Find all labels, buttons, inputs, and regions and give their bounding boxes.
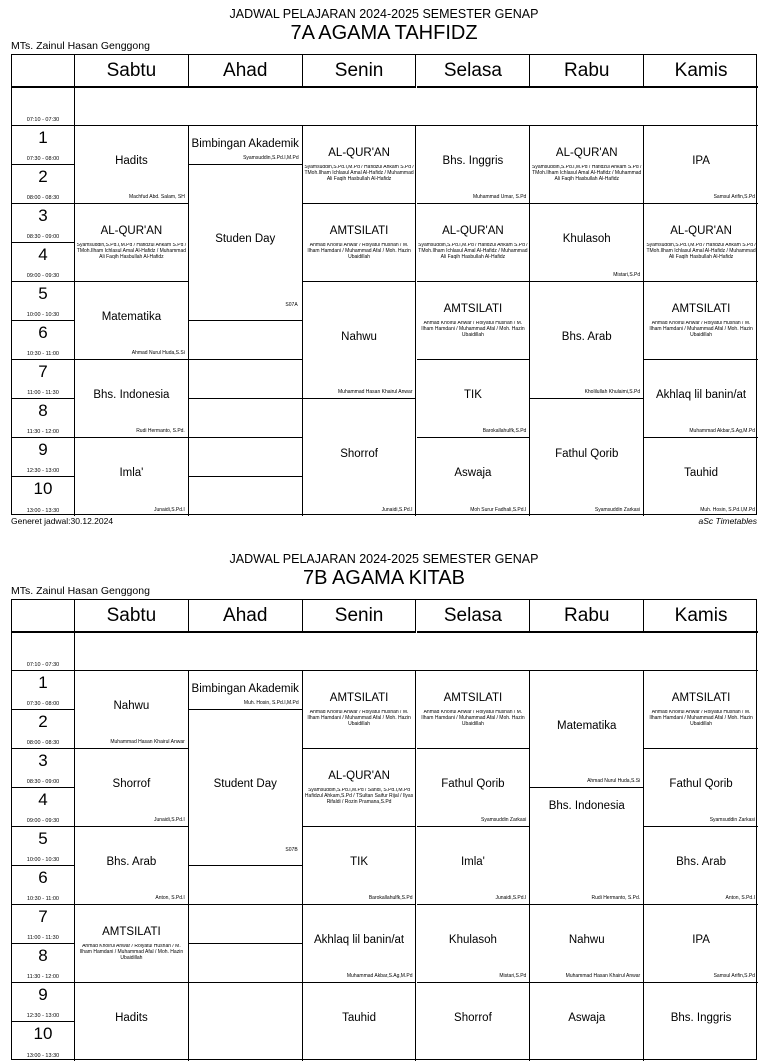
day-header-senin: Senin	[303, 55, 417, 88]
empty-slot	[189, 905, 303, 944]
period-cell	[12, 710, 75, 749]
lesson-teacher: Barokallahulfk,S.Pd	[368, 894, 413, 901]
lesson-teacher: Anton, S.Pd.I	[155, 894, 185, 901]
lesson-subject: Bhs. Inggris	[442, 155, 504, 167]
lesson-teacher: Muh. Hosin, S.Pd.I,M.Pd	[243, 700, 299, 706]
lesson-cell	[417, 204, 531, 282]
period-time: 10:00 - 10:30	[26, 857, 60, 863]
period-time: 12:30 - 13:00	[26, 468, 60, 474]
lesson-room: S07B	[285, 846, 298, 853]
period-time: 10:00 - 10:30	[26, 312, 60, 318]
lesson-cell	[189, 671, 303, 710]
lesson-teacher: Rudi Hermanto, S.Pd.	[136, 427, 185, 434]
lesson-subject: Akhlaq lil banin/at	[313, 934, 405, 946]
period-number: 9	[38, 985, 48, 1004]
lesson-subject: Fathul Qorib	[441, 778, 505, 790]
lesson-teacher: Samsul Arifin,S.Pd	[713, 193, 755, 200]
lesson-cell	[303, 399, 417, 516]
lesson-subject: AL-QUR'AN	[328, 147, 390, 159]
period-number: 6	[38, 868, 48, 887]
lesson-cell	[75, 827, 189, 905]
lesson-cell	[417, 905, 531, 983]
lesson-subject: Fathul Qorib	[669, 778, 733, 790]
lesson-cell	[417, 282, 531, 360]
lesson-cell	[417, 438, 531, 516]
lesson-cell	[644, 204, 758, 282]
day-header-sabtu: Sabtu	[75, 600, 189, 633]
school-name: MTs. Zainul Hasan Genggong	[11, 585, 150, 597]
period-time: 07:30 - 08:00	[26, 701, 60, 707]
generated-date: Generet jadwal:30.12.2024	[11, 516, 114, 526]
period-time: 07:10 - 07:30	[26, 117, 60, 123]
period-number: 10	[33, 1024, 53, 1043]
empty-slot	[75, 633, 758, 671]
lesson-teacher: Machfud Abd. Salam, SH	[128, 193, 185, 200]
period-cell	[12, 204, 75, 243]
period-time: 08:30 - 09:00	[26, 234, 60, 240]
period-number: 2	[38, 712, 48, 731]
empty-slot	[189, 438, 303, 477]
lesson-teacher: Junaidi,S.Pd.I	[381, 506, 413, 513]
empty-slot	[189, 399, 303, 438]
period-time: 09:00 - 09:30	[26, 818, 60, 824]
lesson-cell	[644, 671, 758, 749]
period-cell	[12, 866, 75, 905]
lesson-cell	[75, 204, 189, 282]
period-number: 6	[38, 323, 48, 342]
lesson-teacher: Junaidi,S.Pd.I	[153, 816, 185, 823]
lesson-subject: TIK	[463, 389, 482, 401]
lesson-cell	[303, 749, 417, 827]
period-number: 5	[38, 829, 48, 848]
period-time: 13:00 - 13:30	[26, 1053, 60, 1059]
period-cell	[12, 360, 75, 399]
lesson-teacher: Muhammad Akbar,S.Ag,M.Pd	[689, 427, 755, 434]
period-time: 11:00 - 11:30	[27, 390, 59, 396]
lesson-subject: AMTSILATI	[443, 692, 503, 704]
lesson-teacher: Ahmad Khoirul Anwar / Roiyatul Husnan / M. Ilham Hamdani / Muhammad Afal / Moh. Hazin Ubaidillah	[307, 710, 411, 727]
period-number: 3	[38, 206, 48, 225]
lesson-subject: Bhs. Arab	[561, 330, 612, 343]
lesson-cell	[303, 282, 417, 399]
lesson-cell	[530, 126, 644, 204]
lesson-subject: Bhs. Indonesia	[548, 800, 625, 812]
software-credit: aSc Timetables	[698, 516, 757, 526]
lesson-cell	[75, 438, 189, 516]
lesson-cell	[189, 165, 303, 321]
day-header-rabu: Rabu	[530, 55, 644, 88]
lesson-subject: Shorrof	[454, 1012, 492, 1024]
lesson-teacher: Syamsuddin,S.Pd.I,M.Pd	[243, 155, 299, 161]
period-number: 7	[38, 362, 48, 381]
lesson-cell	[303, 983, 417, 1061]
period-number: 1	[38, 673, 48, 692]
day-header-selasa: Selasa	[417, 600, 531, 633]
lesson-cell	[417, 983, 531, 1061]
period-number: 5	[38, 284, 48, 303]
lesson-cell	[644, 905, 758, 983]
period-number: 8	[38, 946, 48, 965]
lesson-subject: Khulasoh	[562, 233, 611, 245]
period-time: 13:00 - 13:30	[26, 508, 60, 514]
lesson-cell	[303, 204, 417, 282]
lesson-teacher: Barokallahulfk,S.Pd	[482, 427, 527, 434]
period-time: 08:00 - 08:30	[26, 195, 60, 201]
lesson-teacher: Ahmad Nurul Huda,S.Si	[587, 777, 641, 784]
lesson-teacher: Anton, S.Pd.I	[725, 894, 755, 901]
lesson-subject: Khulasoh	[448, 934, 497, 946]
lesson-subject: Imla'	[460, 856, 485, 868]
lesson-cell	[75, 905, 189, 983]
lesson-teacher: Ahmad Khoirul Anwar / Roiyatul Husnan / M. Ilham Hamdani / Muhammad Afal / Moh. Hazin Ubaidillah	[307, 243, 411, 260]
class-title: 7A AGAMA TAHFIDZ	[290, 22, 478, 44]
period-time: 08:00 - 08:30	[26, 740, 60, 746]
period-cell	[12, 88, 75, 126]
day-header-ahad: Ahad	[189, 600, 303, 633]
lesson-teacher: Syamsuddin,S.Pd.I,M.Pd / Hafidzul Ahkam S.Pd / TMoh.Ilham Ichlasul Amal Al-Hafidz / Muhammad Ali Faqih Hasbullah Al-Hafidz	[646, 243, 756, 260]
lesson-subject: Fathul Qorib	[555, 447, 619, 460]
lesson-teacher: Samsul Arifin,S.Pd	[713, 972, 755, 979]
lesson-teacher: Junaidi,S.Pd.I	[495, 894, 527, 901]
lesson-cell	[644, 983, 758, 1061]
header-corner	[12, 55, 75, 88]
lesson-subject: Shorrof	[112, 778, 151, 790]
lesson-subject: Imla'	[119, 467, 144, 479]
period-cell	[12, 126, 75, 165]
lesson-subject: Matematika	[557, 719, 617, 732]
lesson-cell	[189, 126, 303, 165]
lesson-teacher: Rudi Hermanto, S.Pd.	[591, 894, 641, 901]
lesson-teacher: Muhammad Hasan Khairul Anwar	[110, 738, 185, 745]
header-corner	[12, 600, 75, 633]
period-time: 10:30 - 11:00	[26, 896, 59, 902]
lesson-subject: Matematika	[101, 311, 162, 323]
lesson-subject: Bimbingan Akademik	[191, 138, 299, 150]
lesson-cell	[417, 671, 531, 749]
lesson-subject: AMTSILATI	[102, 926, 161, 938]
period-cell	[12, 321, 75, 360]
day-header-senin: Senin	[303, 600, 417, 633]
lesson-teacher: Muhammad Hasan Khairul Anwar	[565, 972, 641, 979]
lesson-subject: AL-QUR'AN	[100, 225, 163, 237]
lesson-cell	[417, 827, 531, 905]
lesson-cell	[189, 710, 303, 866]
period-number: 4	[38, 790, 48, 809]
period-cell	[12, 165, 75, 204]
lesson-subject: AMTSILATI	[443, 303, 503, 315]
lesson-cell	[303, 905, 417, 983]
period-cell	[12, 788, 75, 827]
lesson-subject: Hadits	[115, 1012, 148, 1024]
lesson-cell	[644, 438, 758, 516]
empty-slot	[189, 866, 303, 905]
lesson-subject: Studen Day	[215, 233, 276, 245]
empty-slot	[189, 321, 303, 360]
lesson-teacher: Ahmad Khoirul Anwar / Roiyatul Husnan / M. Ilham Hamdani / Muhammad Afal / Moh. Hazin Ubaidillah	[79, 944, 184, 961]
lesson-cell	[303, 671, 417, 749]
timetable-grid	[11, 599, 757, 1060]
lesson-subject: Bimbingan Akademik	[191, 683, 299, 695]
lesson-teacher: Mistari,S.Pd	[499, 972, 527, 979]
lesson-cell	[530, 204, 644, 282]
day-header-kamis: Kamis	[644, 55, 758, 88]
lesson-cell	[530, 282, 644, 399]
period-time: 09:00 - 09:30	[26, 273, 60, 279]
period-number: 10	[33, 479, 53, 498]
lesson-subject: Bhs. Inggris	[670, 1012, 732, 1024]
period-number: 8	[38, 401, 48, 420]
lesson-teacher: Muhammad Akbar,S.Ag,M.Pd	[346, 972, 413, 979]
day-header-kamis: Kamis	[644, 600, 758, 633]
timetable-grid	[11, 54, 757, 515]
lesson-subject: Student Day	[213, 778, 277, 790]
period-cell	[12, 749, 75, 788]
day-header-rabu: Rabu	[530, 600, 644, 633]
lesson-subject: TIK	[350, 856, 369, 868]
lesson-subject: Nahwu	[113, 700, 150, 712]
period-time: 08:30 - 09:00	[26, 779, 60, 785]
lesson-subject: AMTSILATI	[329, 225, 389, 237]
lesson-cell	[644, 827, 758, 905]
lesson-cell	[530, 905, 644, 983]
period-number: 9	[38, 440, 48, 459]
lesson-cell	[303, 827, 417, 905]
lesson-cell	[530, 399, 644, 516]
period-cell	[12, 1022, 75, 1061]
period-cell	[12, 399, 75, 438]
school-name: MTs. Zainul Hasan Genggong	[11, 40, 150, 52]
lesson-cell	[644, 360, 758, 438]
lesson-teacher: Ahmad Nurul Huda,S.Si	[131, 349, 185, 356]
lesson-subject: AL-QUR'AN	[328, 770, 390, 782]
lesson-subject: AMTSILATI	[671, 692, 731, 704]
period-cell	[12, 633, 75, 671]
lesson-subject: Bhs. Arab	[106, 856, 157, 868]
lesson-teacher: Muh. Hosin, S.Pd.I,M.Pd	[700, 506, 755, 513]
lesson-cell	[75, 671, 189, 749]
period-time: 11:30 - 12:00	[26, 974, 59, 980]
lesson-subject: Aswaja	[454, 467, 492, 479]
period-cell	[12, 671, 75, 710]
lesson-cell	[644, 126, 758, 204]
lesson-teacher: Syamsuddin Zarkasi	[594, 506, 641, 513]
lesson-cell	[644, 282, 758, 360]
lesson-subject: Hadits	[115, 155, 148, 167]
empty-slot	[189, 983, 303, 1061]
period-time: 07:30 - 08:00	[26, 156, 60, 162]
empty-slot	[189, 477, 303, 516]
lesson-teacher: Syamsuddin,S.Pd.I,M.Pd / Hafidzul Ahkam S.Pd / TMoh.Ilham Ichlasul Amal Al-Hafidz / Muhammad Ali Faqih Hasbullah Al-Hafidz	[531, 165, 642, 182]
day-header-selasa: Selasa	[417, 55, 531, 88]
lesson-teacher: Syamsuddin,S.Pd.I,M.Pd / Hafidzul Ahkam S.Pd / TMoh.Ilham Ichlasul Amal Al-Hafidz / Muhammad Ali Faqih Hasbullah Al-Hafidz	[76, 243, 187, 260]
period-cell	[12, 438, 75, 477]
lesson-cell	[303, 126, 417, 204]
period-time: 10:30 - 11:00	[26, 351, 59, 357]
empty-slot	[75, 88, 758, 126]
lesson-teacher: Ahmad Khoirul Anwar / Roiyatul Husnan / M. Ilham Hamdani / Muhammad Afal / Moh. Hazin Ubaidillah	[649, 321, 753, 338]
period-cell	[12, 282, 75, 321]
lesson-subject: AMTSILATI	[329, 692, 389, 704]
lesson-teacher: Syamsuddin,S.Pd.I,M.Pd / Sandi, S.Pd.I,M.Pd Hafidzul Ahkam,S.Pd / TSultan Saifur Rijal / Ilyas Rifaldi / Rozin Pramana,S.Pd	[304, 788, 414, 805]
lesson-cell	[75, 360, 189, 438]
lesson-teacher: Syamsuddin,S.Pd.I,M.Pd / Hafidzul Ahkam S.Pd / TMoh.Ilham Ichlasul Amal Al-Hafidz / Muhammad Ali Faqih Hasbullah Al-Hafidz	[418, 243, 528, 260]
period-number: 7	[38, 907, 48, 926]
lesson-teacher: Moh Surur Fadhali,S.Pd.I	[470, 506, 527, 513]
sheet-super-title: JADWAL PELAJARAN 2024-2025 SEMESTER GENAP	[229, 7, 539, 21]
lesson-teacher: Muhammad Umar, S.Pd	[472, 193, 527, 200]
lesson-subject: IPA	[692, 934, 710, 946]
period-number: 4	[38, 245, 48, 264]
lesson-teacher: Muhammad Hasan Khairul Anwar	[338, 388, 413, 395]
lesson-cell	[417, 360, 531, 438]
lesson-subject: Nahwu	[568, 934, 605, 946]
lesson-cell	[417, 126, 531, 204]
lesson-subject: IPA	[692, 155, 710, 167]
lesson-subject: AL-QUR'AN	[442, 225, 504, 237]
period-number: 1	[38, 128, 48, 147]
lesson-teacher: Mistari,S.Pd	[613, 271, 641, 278]
lesson-subject: Aswaja	[568, 1012, 606, 1024]
period-time: 11:00 - 11:30	[27, 935, 59, 941]
period-number: 2	[38, 167, 48, 186]
lesson-teacher: Syamsuddin Zarkasi	[481, 816, 527, 823]
day-header-sabtu: Sabtu	[75, 55, 189, 88]
lesson-teacher: Junaidi,S.Pd.I	[153, 506, 185, 513]
lesson-subject: AL-QUR'AN	[555, 147, 618, 159]
lesson-subject: Tauhid	[684, 467, 719, 479]
lesson-cell	[530, 671, 644, 788]
lesson-cell	[644, 749, 758, 827]
lesson-teacher: Ahmad Khoirul Anwar / Roiyatul Husnan / M. Ilham Hamdani / Muhammad Afal / Moh. Hazin Ubaidillah	[649, 710, 753, 727]
period-time: 07:10 - 07:30	[26, 662, 60, 668]
lesson-subject: Akhlaq lil banin/at	[655, 389, 747, 401]
class-title: 7B AGAMA KITAB	[303, 567, 465, 589]
period-cell	[12, 827, 75, 866]
lesson-room: S07A	[285, 301, 298, 308]
lesson-cell	[75, 983, 189, 1061]
period-time: 11:30 - 12:00	[26, 429, 59, 435]
lesson-subject: Bhs. Arab	[676, 856, 726, 868]
lesson-cell	[417, 749, 531, 827]
lesson-subject: Tauhid	[342, 1012, 377, 1024]
period-number: 3	[38, 751, 48, 770]
period-cell	[12, 983, 75, 1022]
period-cell	[12, 477, 75, 516]
lesson-teacher: Ahmad Khoirul Anwar / Roiyatul Husnan / M. Ilham Hamdani / Muhammad Afal / Moh. Hazin Ubaidillah	[421, 321, 525, 338]
day-header-ahad: Ahad	[189, 55, 303, 88]
period-cell	[12, 905, 75, 944]
lesson-teacher: Ahmad Khoirul Anwar / Roiyatul Husnan / M. Ilham Hamdani / Muhammad Afal / Moh. Hazin Ubaidillah	[421, 710, 525, 727]
lesson-teacher: Kholilullah Khulaimi,S.Pd	[584, 388, 641, 395]
lesson-subject: AMTSILATI	[671, 303, 731, 315]
lesson-subject: Shorrof	[340, 447, 378, 460]
lesson-subject: Nahwu	[341, 330, 377, 343]
lesson-subject: Bhs. Indonesia	[93, 389, 170, 401]
lesson-cell	[75, 126, 189, 204]
sheet-super-title: JADWAL PELAJARAN 2024-2025 SEMESTER GENAP	[229, 552, 539, 566]
empty-slot	[189, 944, 303, 983]
period-cell	[12, 243, 75, 282]
lesson-subject: AL-QUR'AN	[670, 225, 732, 237]
lesson-teacher: Syamsuddin Zarkasi	[709, 816, 755, 823]
lesson-teacher: Syamsuddin,S.Pd.I,M.Pd / Hafidzul Ahkam S.Pd / TMoh.Ilham Ichlasul Amal Al-Hafidz / Muhammad Ali Faqih Hasbullah Al-Hafidz	[304, 165, 414, 182]
period-time: 12:30 - 13:00	[26, 1013, 60, 1019]
lesson-cell	[75, 282, 189, 360]
lesson-cell	[75, 749, 189, 827]
period-cell	[12, 944, 75, 983]
empty-slot	[189, 360, 303, 399]
lesson-cell	[530, 983, 644, 1061]
lesson-cell	[530, 788, 644, 905]
